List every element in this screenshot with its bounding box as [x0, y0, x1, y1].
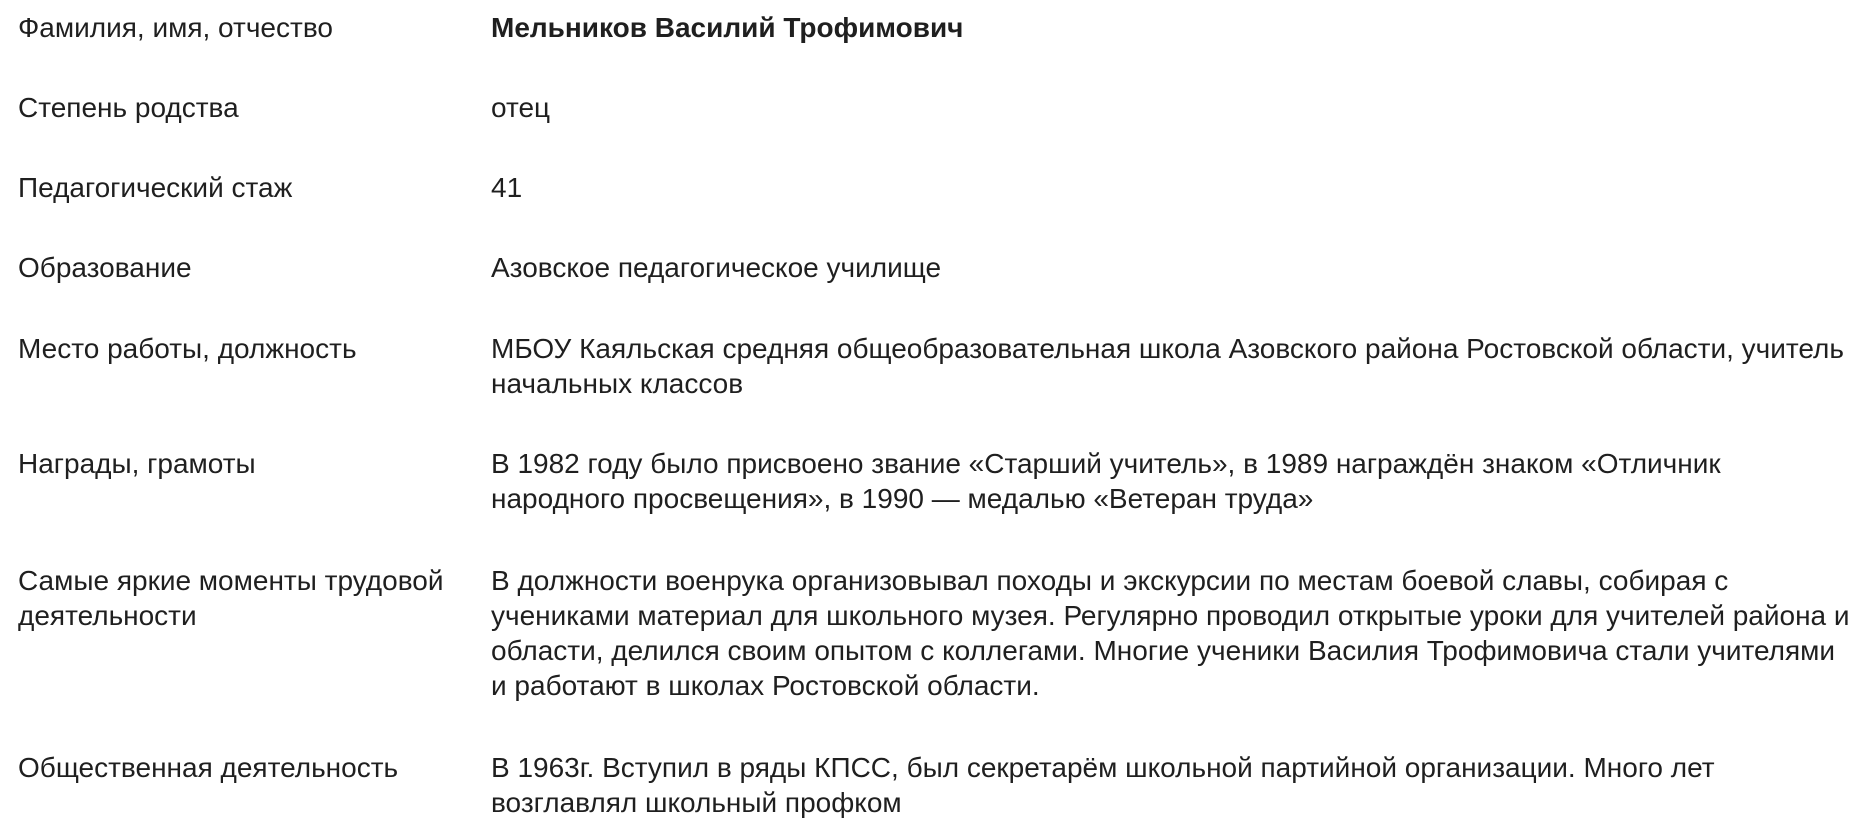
education-label: Образование	[18, 252, 192, 283]
teaching-experience-label: Педагогический стаж	[18, 172, 293, 203]
public-activity-label: Общественная деятельность	[18, 752, 399, 783]
teaching-experience-value: 41	[491, 172, 523, 203]
workplace-label: Место работы, должность	[18, 333, 357, 364]
workplace-value: МБОУ Каяльская средняя общеобразовательная школа Азовского района Ростовской области, учитель начальных классов	[491, 333, 1844, 399]
awards-value: В 1982 году было присвоено звание «Старший учитель», в 1989 награждён знаком «Отличник народного просвещения», в 1990 — медалью «Ветеран труда»	[491, 448, 1721, 514]
public-activity-value: В 1963г. Вступил в ряды КПСС, был секретарём школьной партийной организации. Много лет возглавлял школьный профком	[491, 752, 1715, 818]
full-name-label: Фамилия, имя, отчество	[18, 12, 333, 43]
row-relation	[18, 90, 1858, 170]
relation-value: отец	[491, 92, 551, 123]
row-full-name	[18, 10, 1858, 90]
awards-label: Награды, грамоты	[18, 448, 256, 479]
career-highlights-label: Самые яркие моменты трудовой деятельности	[18, 565, 444, 631]
full-name-value: Мельников Василий Трофимович	[491, 12, 964, 43]
row-teaching-experience	[18, 170, 1858, 250]
career-highlights-value: В должности военрука организовывал походы и экскурсии по местам боевой славы, собирая с учениками материал для школьного музея. Регулярно проводил открытые уроки для учителей района и области, делился своим опытом с коллегами. Многие ученики Василия Трофимовича стали учителями и работают в школах Ростовской области.	[491, 565, 1850, 701]
profile-table	[18, 10, 1858, 830]
relation-label: Степень родства	[18, 92, 239, 123]
row-education	[18, 250, 1858, 331]
row-public-activity	[18, 750, 1858, 830]
row-career-highlights	[18, 563, 1858, 750]
row-workplace	[18, 331, 1858, 446]
row-awards	[18, 446, 1858, 563]
education-value: Азовское педагогическое училище	[491, 252, 942, 283]
